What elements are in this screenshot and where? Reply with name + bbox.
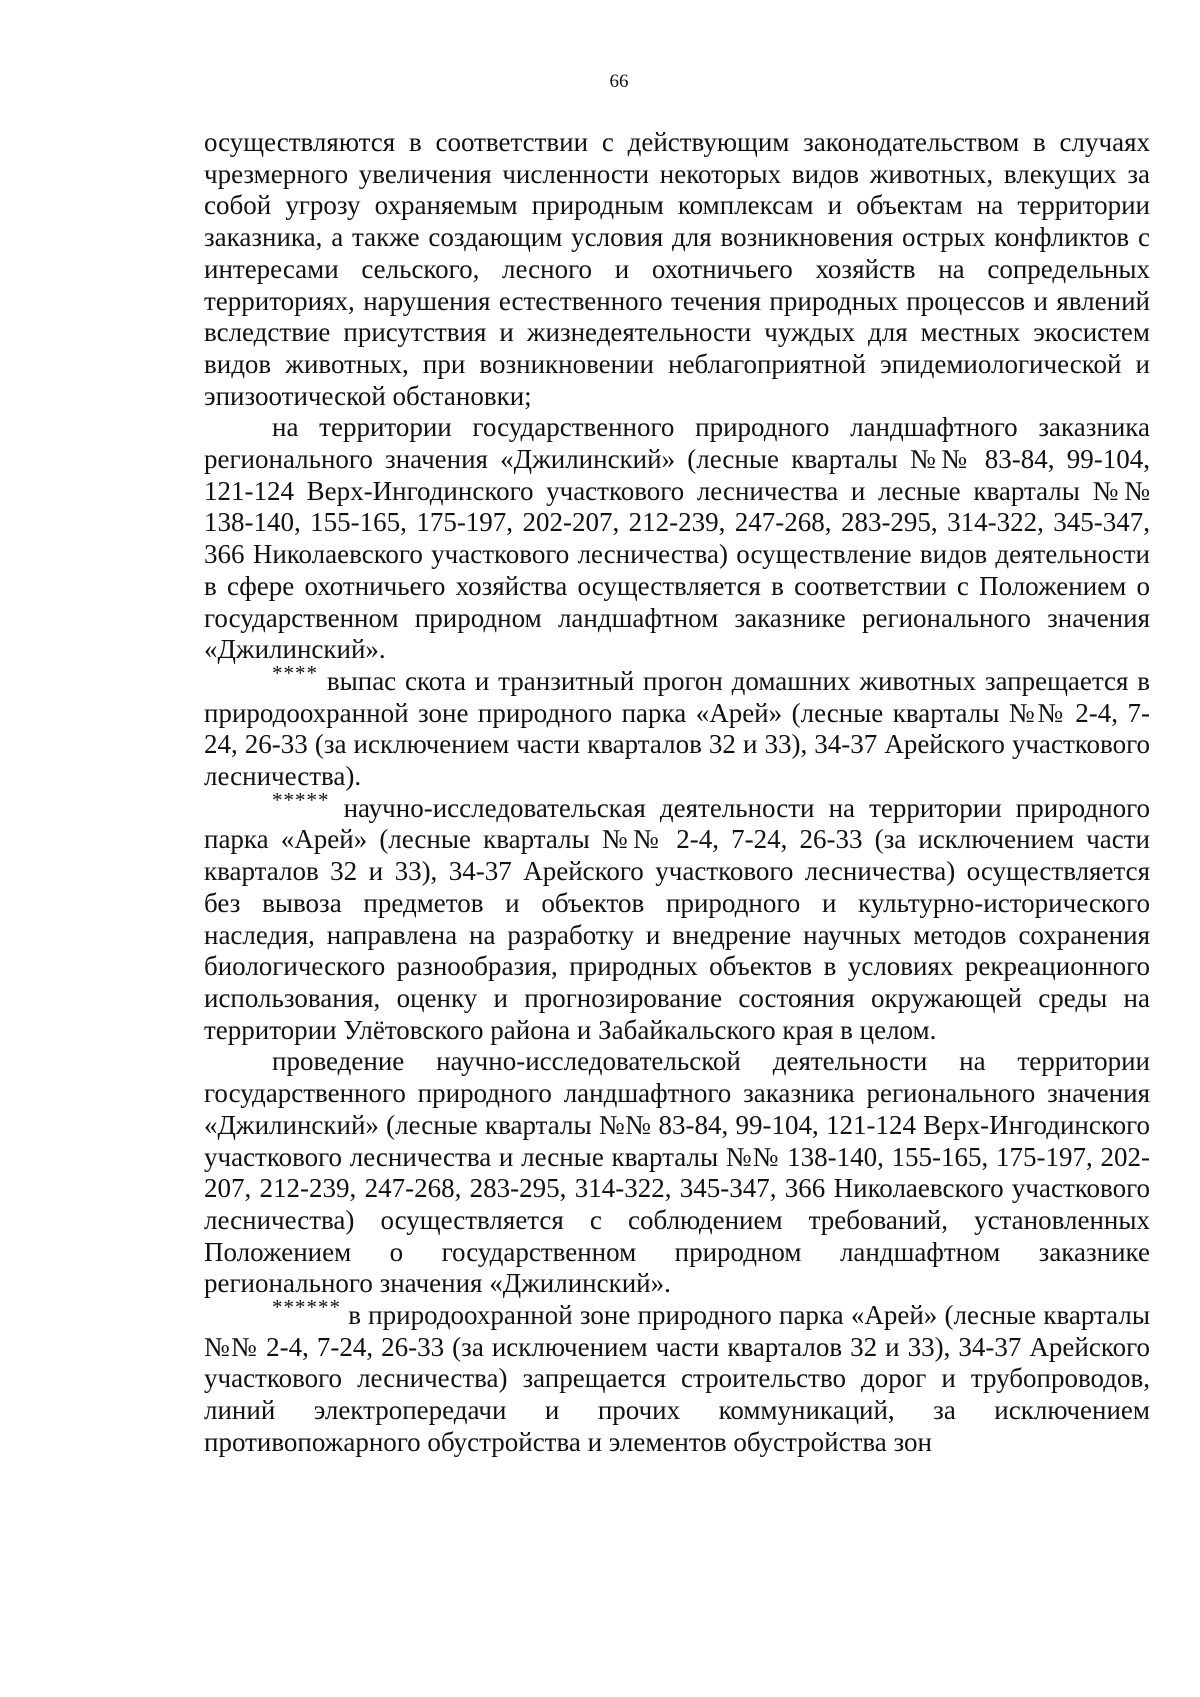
footnote-marker-4: **** [272,660,318,685]
paragraph-3-text: выпас скота и транзитный прогон домашних животных запрещается в природоохранной зоне природного парка «Арей» (лесные кварталы №№ 2-4, 7-24, 26-33 (за исключением части кварталов 32 и 33), 34-37 Арейского участкового лесничества). [204,665,1151,792]
paragraph-5-text: проведение научно-исследовательской деятельности на территории государственного природного ландшафтного заказника регионального значения «Джилинский» (лесные кварталы №№ 83-84, 99-104, 121-124 Верх-Ингодинского участкового лесничества и лесные кварталы №№ 138-140, 155-165, 175-197, 202-207, 212-239, 247-268, 283-295, 314-322, 345-347, 366 Николаевского участкового лесничества) осуществляется с соблюдением требований, установленных Положением о государственном природном ландшафтном заказнике регионального значения «Джилинский». [204,1046,1150,1299]
paragraph-6 [204,1295,1150,1459]
paragraph-2-text: на территории государственного природного ландшафтного заказника регионального значения «Джилинский» (лесные кварталы №№ 83-84, 99-104, 121-124 Верх-Ингодинского участкового лесничества и лесные кварталы №№ 138-140, 155-165, 175-197, 202-207, 212-239, 247-268, 283-295, 314-322, 345-347, 366 Николаевского участкового лесничества) осуществление видов деятельности в сфере охотничьего хозяйства осуществляется в соответствии с Положением о государственном природном ландшафтном заказнике регионального значения «Джилинский». [204,412,1150,665]
document-body [204,127,1150,1459]
footnote-marker-6: ****** [272,1295,341,1320]
paragraph-3 [204,660,1151,793]
paragraph-2 [204,412,1150,666]
page-number: 66 [609,71,629,92]
paragraph-1 [204,127,1150,412]
paragraph-6-text: в природоохранной зоне природного парка «Арей» (лесные кварталы №№ 2-4, 7-24, 26-33 (за исключением части кварталов 32 и 33), 34-37 Арейского участкового лесничества) запрещается строительство дорог и трубопроводов, линий электропередачи и прочих коммуникаций, за исключением противопожарного обустройства и элементов обустройства зон [204,1300,1150,1457]
paragraph-5 [204,1046,1150,1300]
footnote-marker-5: ***** [272,787,330,812]
paragraph-1-text: осуществляются в соответствии с действующим законодательством в случаях чрезмерного увеличения численности некоторых видов животных, влекущих за собой угрозу охраняемым природным комплексам и объектам на территории заказника, а также создающим условия для возникновения острых конфликтов с интересами сельского, лесного и охотничьего хозяйств на сопредельных территориях, нарушения естественного течения природных процессов и явлений вследствие присутствия и жизнедеятельности чуждых для местных экосистем видов животных, при возникновении неблагоприятной эпидемиологической и эпизоотической обстановки; [204,127,1150,411]
paragraph-4-text: научно-исследовательская деятельности на территории природного парка «Арей» (лесные кварталы №№ 2-4, 7-24, 26-33 (за исключением части кварталов 32 и 33), 34-37 Арейского участкового лесничества) осуществляется без вывоза предметов и объектов природного и культурно-исторического наследия, направлена на разработку и внедрение научных методов сохранения биологического разнообразия, природных объектов в условиях рекреационного использования, оценку и прогнозирование состояния окружающей среды на территории Улётовского района и Забайкальского края в целом. [204,792,1150,1045]
paragraph-4 [204,787,1150,1047]
